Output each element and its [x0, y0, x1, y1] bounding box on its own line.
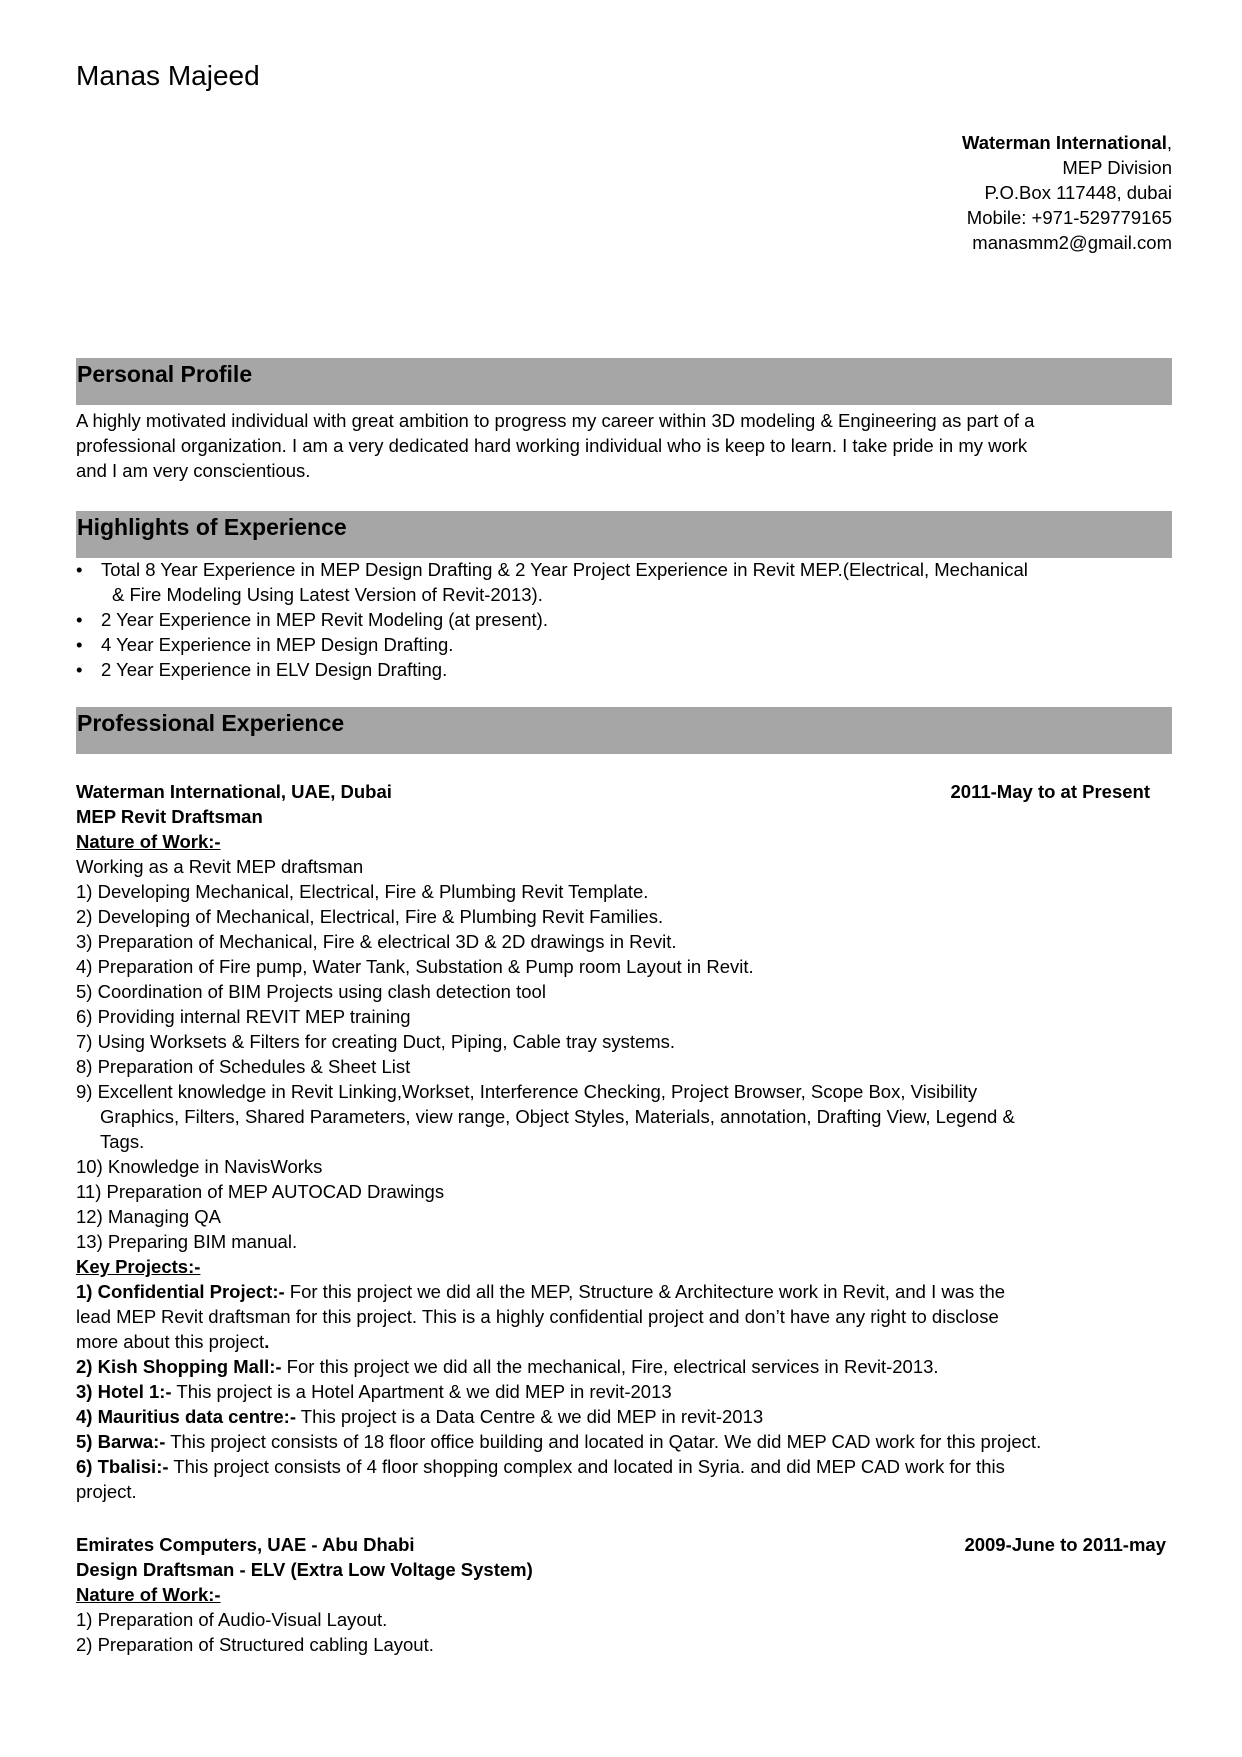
highlight-text-continued: & Fire Modeling Using Latest Version of Revit-2013).	[112, 584, 543, 605]
highlight-item	[76, 607, 1172, 632]
project-mauritius	[76, 1404, 1172, 1429]
project-text-continued: project.	[76, 1481, 137, 1502]
highlight-text: 2 Year Experience in MEP Revit Modeling (at present).	[101, 609, 548, 630]
profile-line: professional organization. I am a very dedicated hard working individual who is keep to learn. I take pride in my work	[76, 435, 1028, 456]
task-item: 13) Preparing BIM manual.	[76, 1231, 298, 1252]
address-company-line	[962, 130, 1172, 155]
project-label: 3) Hotel 1:-	[76, 1381, 172, 1402]
project-text: This project is a Data Centre & we did MEP in revit-2013	[296, 1406, 764, 1427]
project-text: For this project we did all the MEP, Structure & Architecture work in Revit, and I was the	[284, 1281, 1006, 1302]
highlight-item	[76, 632, 1172, 657]
highlight-text: Total 8 Year Experience in MEP Design Drafting & 2 Year Project Experience in Revit MEP.(Electrical, Mechanical	[101, 559, 1028, 580]
task-item-continued: Tags.	[100, 1131, 145, 1152]
candidate-name: Manas Majeed	[76, 60, 260, 91]
job-title: Design Draftsman - ELV (Extra Low Voltage System)	[76, 1559, 533, 1580]
highlight-item	[76, 657, 1172, 682]
project-kish-mall	[76, 1354, 1172, 1379]
job-title: MEP Revit Draftsman	[76, 806, 263, 827]
bullet-icon: •	[76, 609, 83, 630]
address-mobile: Mobile: +971-529779165	[966, 207, 1172, 228]
job-intro: Working as a Revit MEP draftsman	[76, 856, 364, 877]
highlight-text: 2 Year Experience in ELV Design Drafting.	[101, 659, 448, 680]
project-label: 6) Tbalisi:-	[76, 1456, 169, 1477]
highlights-list	[76, 557, 1172, 682]
task-item: 2) Developing of Mechanical, Electrical, Fire & Plumbing Revit Families.	[76, 906, 664, 927]
profile-text	[76, 408, 1172, 483]
bullet-icon: •	[76, 634, 83, 655]
task-item: 3) Preparation of Mechanical, Fire & electrical 3D & 2D drawings in Revit.	[76, 931, 677, 952]
task-item: 11) Preparation of MEP AUTOCAD Drawings	[76, 1181, 445, 1202]
task-item: 10) Knowledge in NavisWorks	[76, 1156, 323, 1177]
task-item: 5) Coordination of BIM Projects using clash detection tool	[76, 981, 546, 1002]
section-heading-profile: Personal Profile	[76, 358, 1172, 405]
contact-address-block	[962, 130, 1172, 255]
address-email: manasmm2@gmail.com	[972, 232, 1172, 253]
address-pobox: P.O.Box 117448, dubai	[984, 182, 1172, 203]
project-hotel	[76, 1379, 1172, 1404]
personal-profile-section	[76, 358, 1172, 483]
project-text: This project is a Hotel Apartment & we did MEP in revit-2013	[171, 1381, 672, 1402]
job-header	[76, 779, 1172, 804]
highlight-text: 4 Year Experience in MEP Design Drafting.	[101, 634, 454, 655]
project-label: 2) Kish Shopping Mall:-	[76, 1356, 282, 1377]
task-item: 4) Preparation of Fire pump, Water Tank, Substation & Pump room Layout in Revit.	[76, 956, 754, 977]
nature-of-work-label: Nature of Work:-	[76, 831, 221, 852]
job-company: Emirates Computers, UAE - Abu Dhabi	[76, 1534, 415, 1555]
job-header	[76, 1532, 1172, 1557]
project-text: This project consists of 18 floor office building and located in Qatar. We did MEP CAD work for this project.	[165, 1431, 1042, 1452]
project-text-period: .	[264, 1331, 270, 1352]
task-item-continued: Graphics, Filters, Shared Parameters, view range, Object Styles, Materials, annotation, Drafting View, Legend &	[100, 1106, 1015, 1127]
nature-of-work-label: Nature of Work:-	[76, 1584, 221, 1605]
project-label: 5) Barwa:-	[76, 1431, 166, 1452]
key-projects-label: Key Projects:-	[76, 1256, 201, 1277]
job-period: 2011-May to at Present	[950, 781, 1150, 802]
task-item: 1) Developing Mechanical, Electrical, Fire & Plumbing Revit Template.	[76, 881, 649, 902]
address-company-comma: ,	[1166, 132, 1172, 153]
bullet-icon: •	[76, 659, 83, 680]
profile-line: A highly motivated individual with great ambition to progress my career within 3D modeling & Engineering as part of a	[76, 410, 1035, 431]
project-text-continued: more about this project	[76, 1331, 265, 1352]
job-company: Waterman International, UAE, Dubai	[76, 781, 392, 802]
project-confidential	[76, 1279, 1172, 1304]
project-text: For this project we did all the mechanical, Fire, electrical services in Revit-2013.	[281, 1356, 939, 1377]
job-period: 2009-June to 2011-may	[964, 1534, 1166, 1555]
task-item: 9) Excellent knowledge in Revit Linking,Workset, Interference Checking, Project Browser, Scope Box, Visibility	[76, 1081, 978, 1102]
task-item: 2) Preparation of Structured cabling Layout.	[76, 1634, 434, 1655]
task-item: 1) Preparation of Audio-Visual Layout.	[76, 1609, 388, 1630]
project-label: 1) Confidential Project:-	[76, 1281, 285, 1302]
address-company: Waterman International	[961, 132, 1167, 153]
profile-line: and I am very conscientious.	[76, 460, 311, 481]
task-item: 12) Managing QA	[76, 1206, 222, 1227]
section-heading-highlights: Highlights of Experience	[76, 511, 1172, 558]
job-waterman	[76, 779, 1172, 1504]
task-item: 6) Providing internal REVIT MEP training	[76, 1006, 411, 1027]
highlight-item	[76, 557, 1172, 607]
address-division: MEP Division	[1062, 157, 1172, 178]
section-heading-experience: Professional Experience	[76, 707, 1172, 754]
project-barwa	[76, 1429, 1172, 1454]
task-item: 8) Preparation of Schedules & Sheet List	[76, 1056, 411, 1077]
project-tbalisi	[76, 1454, 1172, 1479]
project-text-continued-line	[76, 1329, 1172, 1354]
project-text-continued: lead MEP Revit draftsman for this project. This is a highly confidential project and don’t have any right to disclose	[76, 1306, 999, 1327]
bullet-icon: •	[76, 559, 83, 580]
project-label: 4) Mauritius data centre:-	[76, 1406, 296, 1427]
professional-experience-section	[76, 707, 1172, 754]
project-text: This project consists of 4 floor shopping complex and located in Syria. and did MEP CAD work for this	[168, 1456, 1005, 1477]
task-item: 7) Using Worksets & Filters for creating Duct, Piping, Cable tray systems.	[76, 1031, 676, 1052]
job-emirates-computers	[76, 1532, 1172, 1657]
highlights-section	[76, 511, 1172, 682]
